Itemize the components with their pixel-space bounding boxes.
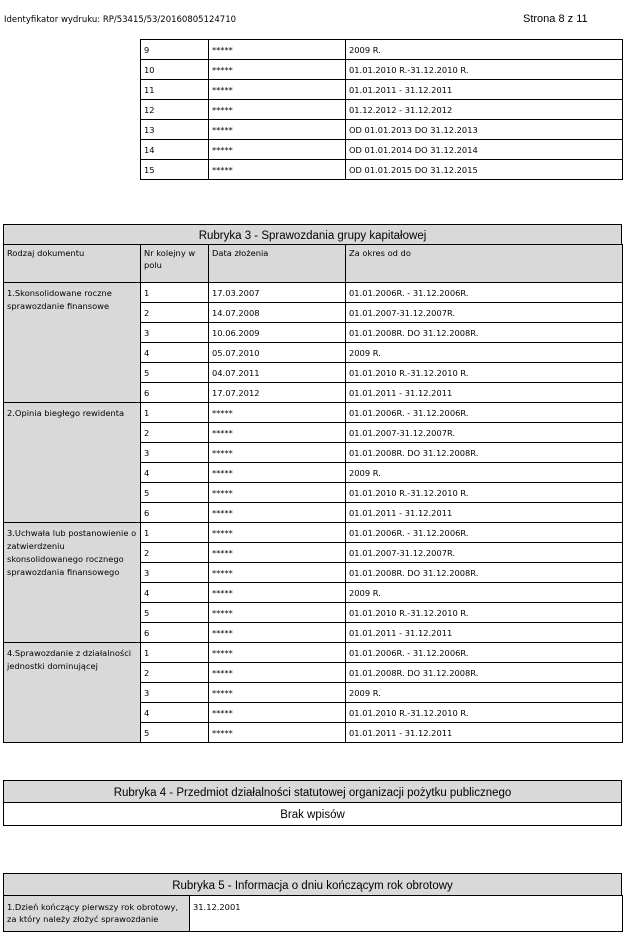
header-data: Data złożenia: [209, 245, 346, 283]
row-okres: 01.01.2006R. - 31.12.2006R.: [346, 643, 623, 663]
rubryka-4-title: Rubryka 4 - Przedmiot działalności statutowej organizacji pożytku publicznego: [3, 780, 622, 803]
row-data: *****: [209, 723, 346, 743]
document-type-label: 3.Uchwała lub postanowienie o zatwierdzeniu skonsolidowanego rocznego sprawozdania finansowego: [4, 523, 141, 643]
row-nr: 3: [141, 443, 209, 463]
row-okres: 01.01.2011 - 31.12.2011: [346, 623, 623, 643]
row-nr: 6: [141, 383, 209, 403]
row-okres: 01.01.2010 R.-31.12.2010 R.: [346, 60, 623, 80]
row-data: *****: [209, 423, 346, 443]
row-data: *****: [209, 523, 346, 543]
row-data: *****: [209, 120, 346, 140]
header-okres: Za okres od do: [346, 245, 623, 283]
row-data: *****: [209, 100, 346, 120]
row-okres: 01.01.2010 R.-31.12.2010 R.: [346, 363, 623, 383]
row-data: *****: [209, 543, 346, 563]
row-okres: 01.01.2010 R.-31.12.2010 R.: [346, 603, 623, 623]
table-row: [141, 140, 623, 160]
row-data: *****: [209, 140, 346, 160]
row-okres: 2009 R.: [346, 583, 623, 603]
rubryka-5-title: Rubryka 5 - Informacja o dniu kończącym rok obrotowy: [3, 873, 622, 896]
rubryka-3-title: Rubryka 3 - Sprawozdania grupy kapitałowej: [3, 224, 622, 245]
row-data: *****: [209, 563, 346, 583]
row-okres: 01.12.2012 - 31.12.2012: [346, 100, 623, 120]
header-nr: Nr kolejny w polu: [141, 245, 209, 283]
page-number: Strona 8 z 11: [523, 13, 588, 25]
row-data: 10.06.2009: [209, 323, 346, 343]
table-row: [141, 160, 623, 180]
document-type-label: 2.Opinia biegłego rewidenta: [4, 403, 141, 523]
rubryka-5-table: [3, 895, 623, 932]
row-okres: 01.01.2011 - 31.12.2011: [346, 383, 623, 403]
row-nr: 3: [141, 683, 209, 703]
row-nr: 5: [141, 723, 209, 743]
row-nr: 1: [141, 283, 209, 303]
row-okres: 01.01.2007-31.12.2007R.: [346, 543, 623, 563]
row-data: 17.07.2012: [209, 383, 346, 403]
row-okres: 01.01.2007-31.12.2007R.: [346, 423, 623, 443]
row-nr: 4: [141, 583, 209, 603]
row-nr: 2: [141, 663, 209, 683]
row-data: *****: [209, 703, 346, 723]
row-nr: 9: [141, 40, 209, 60]
table-row: [141, 80, 623, 100]
table-row: [4, 643, 623, 663]
row-nr: 2: [141, 303, 209, 323]
row-data: *****: [209, 443, 346, 463]
row-nr: 3: [141, 323, 209, 343]
row-okres: 01.01.2008R. DO 31.12.2008R.: [346, 663, 623, 683]
row-nr: 11: [141, 80, 209, 100]
row-okres: 01.01.2008R. DO 31.12.2008R.: [346, 563, 623, 583]
row-nr: 6: [141, 623, 209, 643]
row-data: *****: [209, 643, 346, 663]
row-nr: 6: [141, 503, 209, 523]
row-data: *****: [209, 403, 346, 423]
row-okres: 01.01.2011 - 31.12.2011: [346, 723, 623, 743]
row-nr: 4: [141, 463, 209, 483]
row-okres: 01.01.2006R. - 31.12.2006R.: [346, 283, 623, 303]
row-okres: 01.01.2010 R.-31.12.2010 R.: [346, 483, 623, 503]
row-okres: 01.01.2010 R.-31.12.2010 R.: [346, 703, 623, 723]
row-okres: 01.01.2007-31.12.2007R.: [346, 303, 623, 323]
print-identifier: Identyfikator wydruku: RP/53415/53/20160805124710: [4, 15, 237, 25]
row-data: 05.07.2010: [209, 343, 346, 363]
rubryka-5-value: 31.12.2001: [190, 896, 623, 932]
row-data: *****: [209, 583, 346, 603]
header-rodzaj: Rodzaj dokumentu: [4, 245, 141, 283]
row-okres: 01.01.2008R. DO 31.12.2008R.: [346, 323, 623, 343]
rubryka-3-table: [3, 244, 623, 743]
row-nr: 10: [141, 60, 209, 80]
row-okres: 01.01.2006R. - 31.12.2006R.: [346, 403, 623, 423]
row-nr: 1: [141, 643, 209, 663]
row-nr: 2: [141, 543, 209, 563]
row-nr: 12: [141, 100, 209, 120]
table-row: [141, 60, 623, 80]
row-data: *****: [209, 683, 346, 703]
table-row: [141, 40, 623, 60]
row-okres: 2009 R.: [346, 683, 623, 703]
row-nr: 13: [141, 120, 209, 140]
row-okres: OD 01.01.2015 DO 31.12.2015: [346, 160, 623, 180]
row-okres: 01.01.2008R. DO 31.12.2008R.: [346, 443, 623, 463]
row-data: 17.03.2007: [209, 283, 346, 303]
row-data: *****: [209, 80, 346, 100]
table-row: [141, 100, 623, 120]
document-type-label: 1.Skonsolidowane roczne sprawozdanie finansowe: [4, 283, 141, 403]
continuation-table: [140, 39, 623, 180]
row-nr: 4: [141, 703, 209, 723]
row-nr: 14: [141, 140, 209, 160]
row-okres: 2009 R.: [346, 463, 623, 483]
row-nr: 2: [141, 423, 209, 443]
row-data: *****: [209, 483, 346, 503]
row-nr: 15: [141, 160, 209, 180]
table-row: [4, 403, 623, 423]
row-okres: 01.01.2011 - 31.12.2011: [346, 503, 623, 523]
table-row: [4, 283, 623, 303]
row-data: *****: [209, 160, 346, 180]
row-nr: 5: [141, 483, 209, 503]
rubryka-4-empty: Brak wpisów: [3, 802, 622, 826]
rubryka-5-label: 1.Dzień kończący pierwszy rok obrotowy, za który należy złożyć sprawozdanie: [4, 896, 190, 932]
row-data: *****: [209, 463, 346, 483]
row-nr: 1: [141, 403, 209, 423]
row-data: *****: [209, 603, 346, 623]
row-data: *****: [209, 663, 346, 683]
row-nr: 5: [141, 603, 209, 623]
row-nr: 4: [141, 343, 209, 363]
row-okres: OD 01.01.2014 DO 31.12.2014: [346, 140, 623, 160]
table-row: [4, 523, 623, 543]
row-okres: 01.01.2011 - 31.12.2011: [346, 80, 623, 100]
row-okres: 2009 R.: [346, 40, 623, 60]
row-data: 14.07.2008: [209, 303, 346, 323]
row-data: *****: [209, 503, 346, 523]
row-data: *****: [209, 40, 346, 60]
row-data: 04.07.2011: [209, 363, 346, 383]
document-type-label: 4.Sprawozdanie z działalności jednostki dominującej: [4, 643, 141, 743]
row-data: *****: [209, 623, 346, 643]
row-nr: 3: [141, 563, 209, 583]
row-data: *****: [209, 60, 346, 80]
row-okres: OD 01.01.2013 DO 31.12.2013: [346, 120, 623, 140]
row-okres: 2009 R.: [346, 343, 623, 363]
row-nr: 1: [141, 523, 209, 543]
table-row: [141, 120, 623, 140]
row-nr: 5: [141, 363, 209, 383]
row-okres: 01.01.2006R. - 31.12.2006R.: [346, 523, 623, 543]
